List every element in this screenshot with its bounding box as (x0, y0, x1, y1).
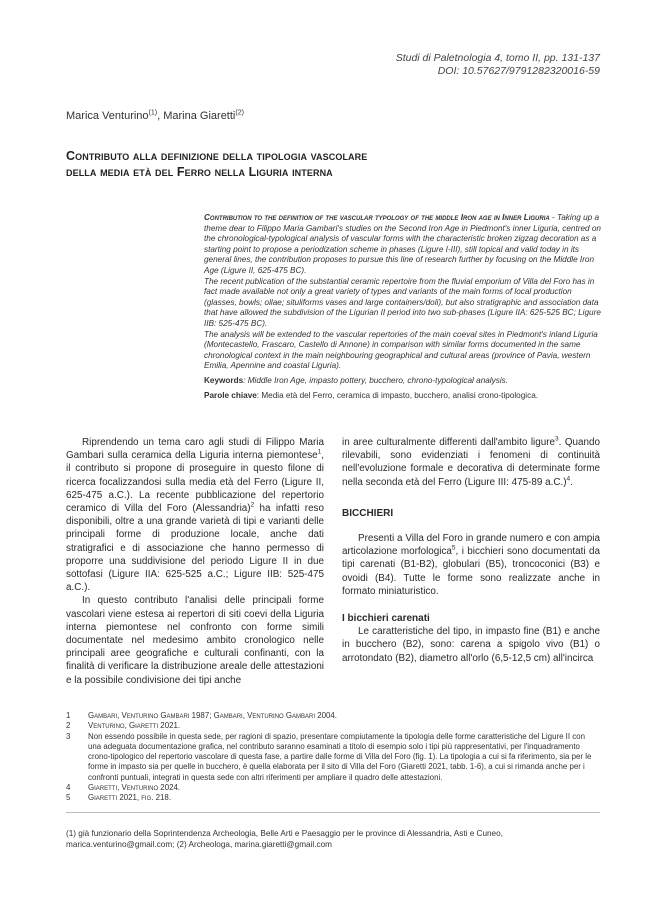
abstract-paragraph: The recent publication of the substantial ceramic repertoire from the fluvial emporium of Villa del Foro has in fact made available not only a great variety of types and variants of the main forms of local production (glasses, bowls; ollae; situliforms vases and large containers/doli), but also stratigraphic and association data that have allowed the subdivision of the Ligurian II period into two sub-phases (Ligure IIA: 625-525 BC; Ligure IIB: 525-475 BC). (204, 276, 601, 328)
parole-chiave (204, 391, 602, 402)
keywords-text: : Middle Iron Age, impasto pottery, bucchero, chrono-typological analysis. (243, 375, 509, 385)
body-text: . (570, 476, 573, 488)
title-line: Contributo alla definizione della tipologia vascolare (66, 149, 368, 163)
abstract-text: Taking up a theme dear to Filippo Maria Gambari's studies on the Second Iron Age in Piedmont's inner Liguria, centred on the chronological-typological analysis of vascular forms with the characteristic broken zigzag decoration as a starting point to propose a periodization scheme in phases (Ligure I-III), still topical and valid today in its general lines, the contribution proposes to pursue this line of research further by focusing on the Middle Iron Age (Ligure II, 625-475 BC). (204, 213, 601, 275)
author-affiliation-mark: (2) (235, 109, 244, 117)
body-text: , il contributo si propone di proseguire in questo filone di ricerca focalizzandosi sulla media età del Ferro (Ligure II, 625-475 a.C.). La recente pubblicazione del repertorio ceramico di Villa del Foro (Alessandria) (66, 450, 324, 515)
section-heading: BICCHIERI (342, 507, 394, 519)
body-text: ha infatti reso disponibili, oltre a una grande varietà di tipi e varianti delle principali forme di produzione locale, anche dati stratigrafici e di associazione che hanno permesso di proporre una suddivisione del periodo Ligure II in due sottofasi (Ligure IIA: 625-525 a.C.; Ligure IIB: 525-475 a.C.). (66, 503, 324, 594)
footnote (66, 732, 600, 783)
footnotes (66, 711, 600, 804)
footnote-text: Giaretti, Venturino 2024. (88, 783, 181, 793)
body-paragraph: In questo contributo l'analisi delle principali forme vascolari viene estesa ai repertori di siti coevi della Liguria interna piemontese nel confronto con forme simili documentate nel medesimo ambito cronologico nelle principali aree geografiche e culturali confinanti, con la finalità di verificare la distribuzione areale delle attestazioni e la possibile condivisione dei tipi anche (66, 595, 324, 686)
abstract-paragraph: The analysis will be extended to the vascular repertories of the main coeval sites in Piedmont's inland Liguria (Montecastello, Frascaro, Castello di Annone) in comparison with similar forms documented in the same chronological context in the main neighbouring geographical and cultural areas (province of Pavia, western Emilia, Apennine and coastal Liguria). (204, 329, 598, 371)
author-name: Marica Venturino (66, 110, 149, 122)
footnote-number: 2 (66, 721, 71, 731)
doi: DOI: 10.57627/9791282320016-59 (437, 65, 600, 77)
body-column-right (342, 436, 600, 665)
authors (66, 110, 244, 122)
footnote-text: Non essendo possibile in questa sede, per ragioni di spazio, presentare compiutamente la tipologia delle forme caratteristiche del Ligure II con una adeguata documentazione grafica, nel contributo saranno esaminati a titolo di esempio solo i tipi più rappresentativi, per l'inquadramento crono-tipologico del repertorio vascolare di questa fase, a partire dalle forme di Villa del Foro (fig. 1). La tipologia a cui si fa riferimento, sia per le forme in impasto sia per quelle in bucchero, è quella elaborata per il sito di Villa del Foro (Giaretti 2021, tabb. 1-6), a cui si rimanda anche per i confronti puntuali, integrati in questa sede con altri riferimenti per ampliare il quadro delle attestazioni. (88, 731, 592, 782)
keywords (204, 376, 602, 387)
footnote-text: Gambari, Venturino Gambari 1987; Gambari, Venturino Gambari 2004. (88, 711, 337, 720)
journal-citation: Studi di Paletnologia 4, tomo II, pp. 131-137 (395, 52, 600, 64)
body-column-left (66, 436, 324, 687)
subsection-heading: I bicchieri carenati (342, 613, 430, 625)
footnote-number: 5 (66, 793, 71, 803)
body-paragraph: Le caratteristiche del tipo, in impasto fine (B1) e anche in bucchero (B2), sono: carena a spigolo vivo (B1) o arrotondato (B2), diametro all'orlo (6,5-12,5 cm) all'incirca (342, 626, 600, 664)
footnote-ref[interactable]: 4 (566, 475, 571, 483)
parole-chiave-label: Parole chiave (204, 390, 257, 400)
body-text: , i bicchieri sono documentati da tipi carenati (B1-B2), globulari (B5), troncoconici (B3) e ovoidi (B4). Tutte le forme sono realizzate anche in formato miniaturistico. (342, 546, 600, 597)
footnote-text: Venturino, Giaretti 2021. (88, 721, 181, 731)
footnote-ref[interactable]: 2 (250, 501, 255, 509)
footnote-text: Giaretti 2021, fig. 218. (88, 793, 172, 803)
footnote (66, 783, 600, 793)
footnote (66, 721, 600, 731)
author-name: Marina Giaretti (163, 110, 236, 122)
footnote-number: 1 (66, 711, 71, 720)
abstract-dash: - (549, 213, 557, 222)
body-text: Riprendendo un tema caro agli studi di Filippo Maria Gambari sulla ceramica della Liguria interna piemontese (66, 437, 324, 462)
running-head (396, 52, 600, 78)
footnote-ref[interactable]: 3 (554, 435, 559, 443)
body-text: in aree culturalmente differenti dall'ambito ligure (342, 437, 555, 448)
body-text: Presenti a Villa del Foro in grande numero e con ampia articolazione morfologica (342, 533, 600, 558)
title-line: della media età del Ferro nella Liguria interna (66, 165, 333, 179)
keywords-label: Keywords (204, 375, 244, 385)
footnote (66, 711, 600, 721)
footnote-number: 3 (66, 731, 71, 741)
footnote-ref[interactable]: 1 (317, 448, 322, 456)
abstract-heading: Contribution to the definition of the vascular typology of the middle Iron age in Inner Liguria (204, 213, 550, 222)
body-text: . Quando rilevabili, sono evidenziati i fenomeni di continuità nell'evoluzione formale e decorativa di determinate forme nella seconda età del Ferro (Ligure III: 475-89 a.C.) (342, 437, 600, 488)
author-affiliation-mark: (1) (148, 109, 158, 117)
paper-title (66, 148, 586, 180)
author-separator: , (157, 110, 164, 122)
abstract (204, 213, 602, 401)
body-paragraph (66, 436, 324, 594)
footnote (66, 793, 600, 803)
author-affiliations: (1) già funzionario della Soprintendenza Archeologia, Belle Arti e Paesaggio per le province di Alessandria, Asti e Cuneo, marica.venturino@gmail.com; (2) Archeologa, marina.giaretti@gmail.com (66, 829, 503, 849)
parole-chiave-text: : Media età del Ferro, ceramica di impasto, bucchero, analisi crono-tipologica. (256, 390, 539, 400)
body-paragraph (342, 436, 600, 489)
affiliation-divider (66, 812, 600, 813)
abstract-paragraph (204, 213, 602, 277)
body-paragraph (342, 532, 600, 598)
footnote-ref[interactable]: 5 (451, 544, 456, 552)
footnote-number: 4 (66, 783, 71, 793)
